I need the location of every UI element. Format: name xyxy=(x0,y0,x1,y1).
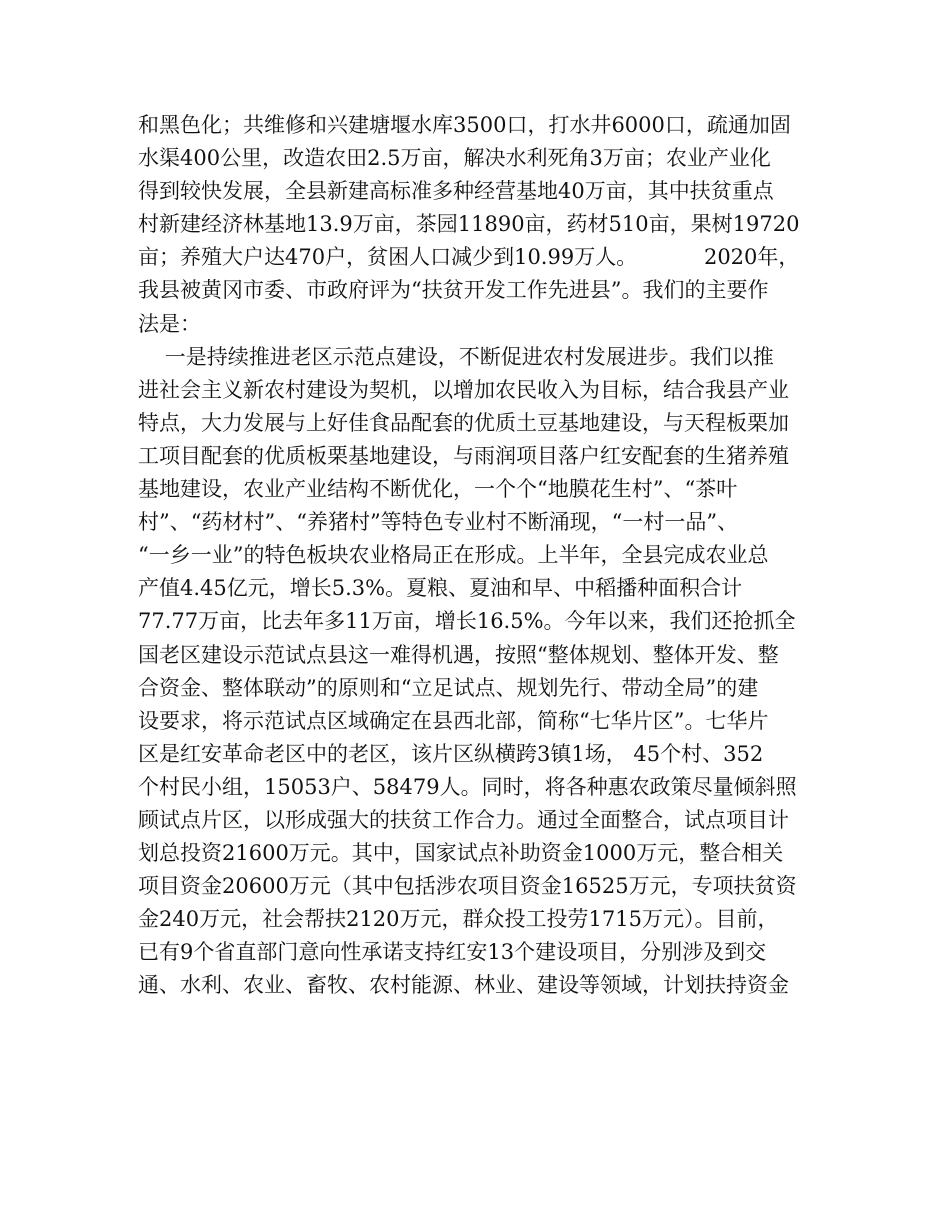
text-line: 亩；养殖大户达470户，贫困人口减少到10.99万人。 2020年， xyxy=(138,245,800,270)
text-line: 进社会主义新农村建设为契机，以增加农民收入为目标，结合我县产业 xyxy=(138,377,789,402)
text-line: 特点，大力发展与上好佳食品配套的优质土豆基地建设，与天程板栗加 xyxy=(138,410,789,435)
text-line: 设要求，将示范试点区域确定在县西北部，简称“七华片区”。七华片 xyxy=(138,708,769,733)
text-line: 法是： xyxy=(138,311,201,336)
text-line: 已有9个省直部门意向性承诺支持红安13个建设项目，分别涉及到交 xyxy=(138,940,767,965)
text-line: 合资金、整体联动”的原则和“立足试点、规划先行、带动全局”的建 xyxy=(138,675,759,700)
text-line: 一是持续推进老区示范点建设，不断促进农村发展进步。我们以推 xyxy=(138,344,774,369)
text-line: 通、水利、农业、畜牧、农村能源、林业、建设等领域，计划扶持资金 xyxy=(138,973,789,998)
text-line: 顾试点片区，以形成强大的扶贫工作合力。通过全面整合，试点项目计 xyxy=(138,807,789,832)
text-line: 产值4.45亿元，增长5.3%。夏粮、夏油和早、中稻播种面积合计 xyxy=(138,576,743,601)
text-line: 国老区建设示范试点县这一难得机遇，按照“整体规划、整体开发、整 xyxy=(138,642,779,667)
text-line: 划总投资21600万元。其中，国家试点补助资金1000万元，整合相关 xyxy=(138,841,784,866)
text-line: 村”、“药材村”、“养猪村”等特色专业村不断涌现，“一村一品”、 xyxy=(138,510,739,535)
text-line: 区是红安革命老区中的老区，该片区纵横跨3镇1场， 45个村、352 xyxy=(138,741,764,766)
text-line: 水渠400公里，改造农田2.5万亩，解决水利死角3万亩；农业产业化 xyxy=(138,146,771,171)
text-line: 基地建设，农业产业结构不断优化，一个个“地膜花生村”、“茶叶 xyxy=(138,477,738,502)
text-line: 金240万元，社会帮扶2120万元，群众投工投劳1715万元）。目前， xyxy=(138,907,779,932)
body-text xyxy=(138,109,822,1003)
text-line: 得到较快发展，全县新建高标准多种经营基地40万亩，其中扶贫重点 xyxy=(138,179,774,204)
text-line: 个村民小组，15053户、58479人。同时，将各种惠农政策尽量倾斜照 xyxy=(138,774,797,799)
text-line: “一乡一业”的特色板块农业格局正在形成。上半年，全县完成农业总 xyxy=(138,543,769,568)
text-line: 项目资金20600万元（其中包括涉农项目资金16525万元，专项扶贫资 xyxy=(138,874,797,899)
text-line: 和黑色化；共维修和兴建塘堰水库3500口，打水井6000口，疏通加固 xyxy=(138,113,791,137)
text-line: 工项目配套的优质板栗基地建设，与雨润项目落户红安配套的生猪养殖 xyxy=(138,443,789,468)
text-line: 我县被黄冈市委、市政府评为“扶贫开发工作先进县”。我们的主要作 xyxy=(138,278,769,303)
text-line: 村新建经济林基地13.9万亩，茶园11890亩，药材510亩，果树19720 xyxy=(138,212,800,237)
text-line: 77.77万亩，比去年多11万亩，增长16.5%。今年以来，我们还抢抓全 xyxy=(138,609,796,634)
